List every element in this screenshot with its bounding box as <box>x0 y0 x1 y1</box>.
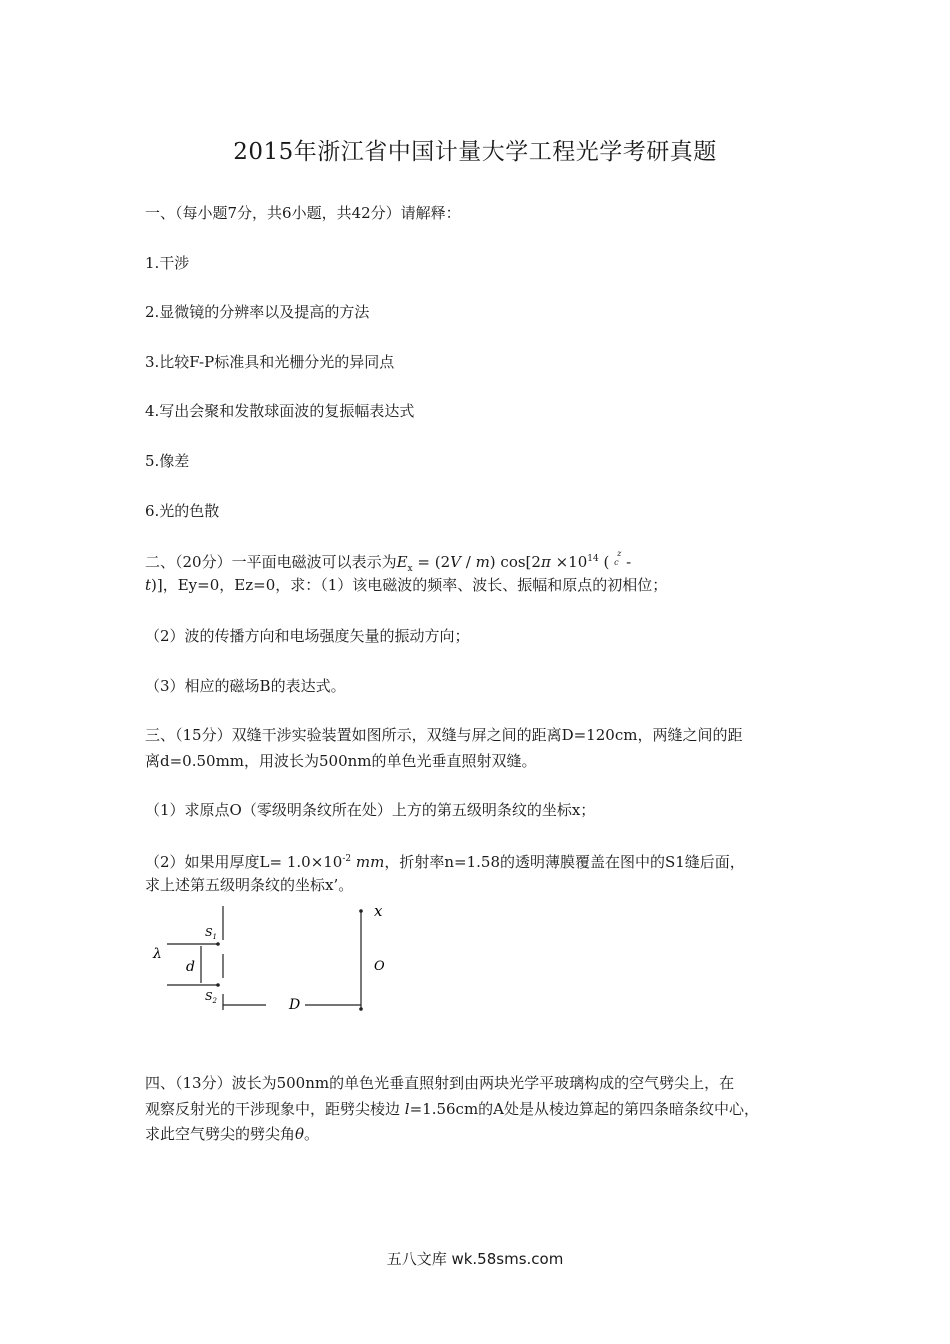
times-ten: ×10 <box>550 553 588 571</box>
section1-item-5: 5.像差 <box>145 452 190 470</box>
pi-symbol: π <box>540 553 551 571</box>
screen-bottom-dot <box>359 1007 363 1011</box>
s1-letter: S <box>205 926 213 939</box>
s1-label <box>205 926 217 941</box>
field-subscript: x <box>407 564 413 574</box>
section4-line3 <box>145 1124 319 1144</box>
section3-q2-line1 <box>145 849 745 872</box>
t-variable: t <box>145 576 152 594</box>
section3-line1: 三、（15分）双缝干涉实验装置如图所示，双缝与屏之间的距离D=120cm，两缝之间的距 <box>145 726 743 744</box>
slash: / <box>460 553 476 571</box>
s2-subscript: 2 <box>212 997 218 1005</box>
section1-item-2: 2.显微镜的分辨率以及提高的方法 <box>145 303 370 321</box>
section4-line3-suffix: 。 <box>304 1125 320 1143</box>
section2-line2 <box>145 575 667 595</box>
origin-label: O <box>374 959 385 974</box>
section3-q1: （1）求原点O（零级明条纹所在处）上方的第五级明条纹的坐标x； <box>145 801 596 819</box>
page-title: 2015年浙江省中国计量大学工程光学考研真题 <box>233 139 717 165</box>
cos-part: ) cos[2 <box>489 553 541 571</box>
s1-subscript: 1 <box>212 933 218 941</box>
section2-q1: )]，Ey=0，Ez=0，求：（1）该电磁波的频率、波长、振幅和原点的初相位； <box>151 576 668 594</box>
fraction-top: z <box>617 549 622 558</box>
q2-prefix: （2）如果用厚度L= 1.0×10 <box>145 853 343 871</box>
q2-suffix: ，折射率n=1.58的透明薄膜覆盖在图中的S1缝后面， <box>384 853 745 871</box>
section4-line2 <box>145 1099 759 1119</box>
field-symbol: E <box>396 553 408 571</box>
unit-m: m <box>475 553 490 571</box>
s2-letter: S <box>205 990 213 1003</box>
section2-q2: （2）波的传播方向和电场强度矢量的振动方向； <box>145 627 470 645</box>
section3-q2-line2: 求上述第五级明条纹的坐标x’。 <box>145 876 354 894</box>
section2-intro: 二、（20分）一平面电磁波可以表示为 <box>145 553 397 571</box>
section1-item-4: 4.写出会聚和发散球面波的复振幅表达式 <box>145 402 415 420</box>
x-axis-label: x <box>374 902 383 920</box>
lambda-label: λ <box>153 946 162 962</box>
q2-unit: mm <box>351 853 385 871</box>
theta-symbol: θ <box>295 1125 305 1143</box>
screen-top-dot <box>359 909 363 913</box>
slit-s2-dot <box>216 983 220 987</box>
section1-item-1: 1.干涉 <box>145 254 190 272</box>
footer-watermark: 五八文库 wk.58sms.com <box>386 1250 564 1268</box>
fraction-bottom: c <box>614 558 619 567</box>
l-variable: l <box>404 1100 410 1118</box>
q2-exponent: -2 <box>342 854 352 864</box>
unit-v: V <box>450 553 461 571</box>
section4-line1: 四、（13分）波长为500nm的单色光垂直照射到由两块光学平玻璃构成的空气劈尖上，在 <box>145 1074 735 1092</box>
exponent-14: 14 <box>587 554 599 564</box>
s2-label <box>205 990 218 1005</box>
section4-line2-prefix: 观察反射光的干涉现象中，距劈尖棱边 <box>145 1100 405 1118</box>
section1-item-3: 3.比较F-P标准具和光栅分光的异同点 <box>145 353 395 371</box>
d-label: d <box>186 959 195 975</box>
section4-line3-prefix: 求此空气劈尖的劈尖角 <box>145 1125 296 1143</box>
distance-label: D <box>289 997 301 1013</box>
section1-heading: 一、（每小题7分，共6小题，共42分）请解释： <box>145 204 461 222</box>
section1-item-6: 6.光的色散 <box>145 502 220 520</box>
section3-line2: 离d=0.50mm，用波长为500nm的单色光垂直照射双缝。 <box>145 752 537 770</box>
section2-q3: （3）相应的磁场B的表达式。 <box>145 677 346 695</box>
equals: = (2 <box>412 553 451 571</box>
paren-open: ( <box>598 553 615 571</box>
minus: - <box>621 553 632 571</box>
double-slit-figure <box>145 898 395 1028</box>
section4-line2-suffix: =1.56cm的A处是从棱边算起的第四条暗条纹中心， <box>409 1100 760 1118</box>
slit-s1-dot <box>216 942 220 946</box>
